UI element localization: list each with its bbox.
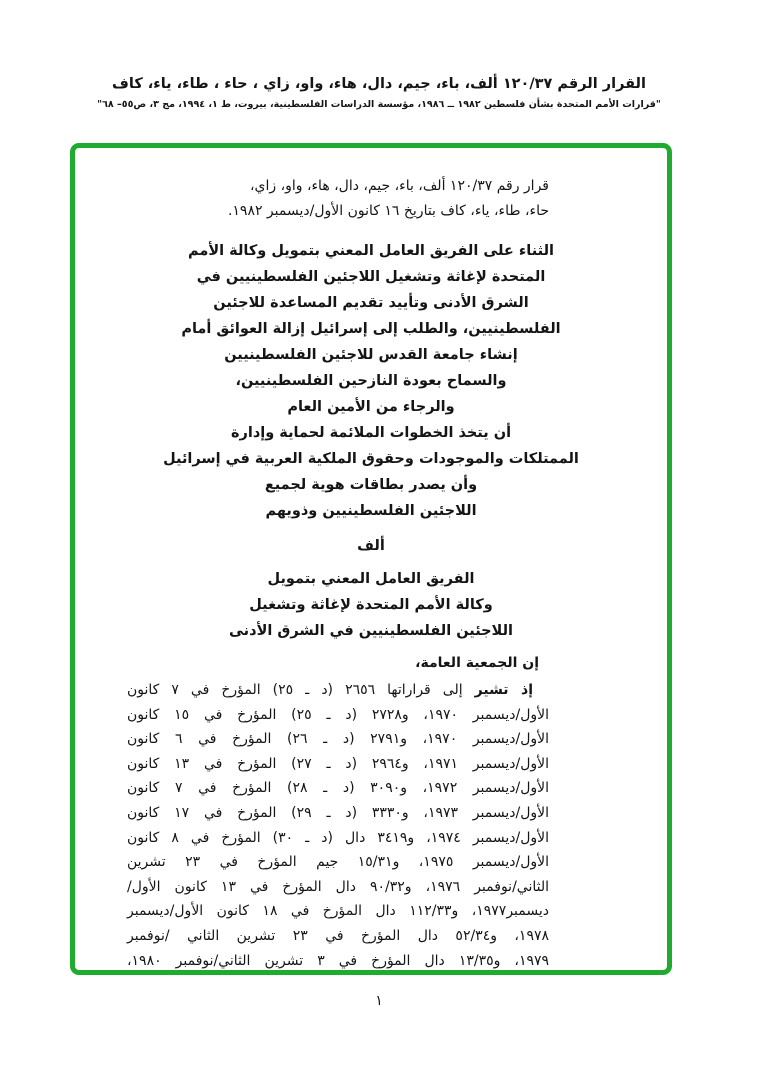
intro-line: قرار رقم ١٢٠/٣٧ ألف، باء، جيم، دال، هاء، واو، زاي، — [250, 178, 549, 194]
body-line: الأول/ديسمبر ١٩٧٢، و٣٠٩٠ (د ـ ٢٨) المؤرخ في ٧ كانون — [127, 780, 550, 797]
resolution-subtitle — [105, 238, 637, 524]
body-line: ديسمبر١٩٧٧، و١١٢/٣٣ دال المؤرخ في ١٨ كانون الأول/ديسمبر — [127, 903, 549, 920]
subtitle-line: الثناء على الفريق العامل المعني بتمويل وكالة الأمم — [187, 243, 554, 259]
body-line: ١٩٧٩، و١٣/٣٥ دال المؤرخ في ٣ تشرين الثاني/نوفمبر ١٩٨٠، — [127, 952, 550, 969]
body-line: الأول/ديسمبر ١٩٧٤، و٣٤١٩ دال (د ـ ٣٠) المؤرخ في ٨ كانون — [127, 829, 550, 846]
section-subtitle-line: اللاجئين الفلسطينيين في الشرق الأدنى — [229, 623, 513, 639]
body-line: الأول/ديسمبر ١٩٧٠، و٢٧٩١ (د ـ ٢٦) المؤرخ في ٦ كانون — [127, 731, 550, 748]
body-lead-phrase: إذ تشير — [474, 682, 534, 698]
body-line: الأول/ديسمبر ١٩٧٣، و٣٣٣٠ (د ـ ٢٩) المؤرخ في ١٧ كانون — [127, 804, 549, 821]
salutation-line: إن الجمعية العامة، — [415, 655, 539, 671]
section-subtitle-line: وكالة الأمم المتحدة لإغاثة وتشغيل — [249, 597, 493, 613]
subtitle-line: الممتلكات والموجودات وحقوق الملكية العربية في إسرائيل — [163, 451, 579, 467]
body-line-text: إلى قراراتها ٢٦٥٦ (د ـ ٢٥) المؤرخ في ٧ كانون — [127, 682, 475, 698]
subtitle-line: وأن يصدر بطاقات هوية لجميع — [264, 477, 478, 493]
body-line: ١٩٧٨، و٥٢/٣٤ دال المؤرخ في ٢٣ تشرين الثاني /نوفمبر — [127, 927, 549, 944]
subtitle-line: المتحدة لإغاثة وتشغيل اللاجئين الفلسطينيين في — [196, 269, 546, 285]
body-line: الأول/ديسمبر ١٩٧٥، و١٥/٣١ جيم المؤرخ في ٢٣ تشرين — [127, 854, 550, 871]
subtitle-line: أن يتخذ الخطوات الملائمة لحماية وإدارة — [230, 425, 512, 441]
section-heading: ألف — [357, 538, 385, 554]
subtitle-line: والسماح بعودة النازحين الفلسطينيين، — [235, 373, 507, 389]
subtitle-line: الفلسطينيين، والطلب إلى إسرائيل إزالة العوائق أمام — [181, 321, 561, 337]
body-line — [127, 678, 549, 703]
subtitle-line: اللاجئين الفلسطينيين وذويهم — [265, 503, 477, 519]
header-title: القرار الرقم ١٢٠/٣٧ ألف، باء، جيم، دال، هاء، واو، زاي ، حاء ، طاء، ياء، كاف — [112, 76, 646, 92]
intro-paragraph — [127, 174, 549, 224]
document-header — [0, 76, 758, 110]
header-citation: "قرارات الأمم المتحدة بشأن فلسطين ١٩٨٢ ــ ١٩٨٦، مؤسسة الدراسات الفلسطينية، بيروت، ط ١، ١٩٩٤، مج ٣، ص٥٥– ٦٨" — [97, 99, 661, 110]
body-line: الأول/ديسمبر ١٩٧٠، و٢٧٢٨ (د ـ ٢٥) المؤرخ في ١٥ كانون — [127, 706, 549, 723]
intro-line: حاء، طاء، ياء، كاف بتاريخ ١٦ كانون الأول/ديسمبر ١٩٨٢. — [227, 203, 549, 219]
subtitle-line: والرجاء من الأمين العام — [287, 399, 455, 415]
section-subtitle — [105, 566, 637, 644]
page-number: ١ — [375, 993, 383, 1009]
body-line: الثاني/نوفمبر ١٩٧٦، و٩٠/٣٢ دال المؤرخ في ١٣ كانون الأول/ — [127, 878, 550, 895]
highlight-box — [70, 143, 672, 975]
body-line: الأول/ديسمبر ١٩٧١، و٢٩٦٤ (د ـ ٢٧) المؤرخ في ١٣ كانون — [127, 755, 549, 772]
subtitle-line: إنشاء جامعة القدس للاجئين الفلسطينيين — [224, 347, 518, 363]
section-subtitle-line: الفريق العامل المعني بتمويل — [267, 571, 475, 587]
subtitle-line: الشرق الأدنى وتأييد تقديم المساعدة للاجئين — [213, 295, 529, 311]
body-paragraph — [127, 678, 549, 973]
